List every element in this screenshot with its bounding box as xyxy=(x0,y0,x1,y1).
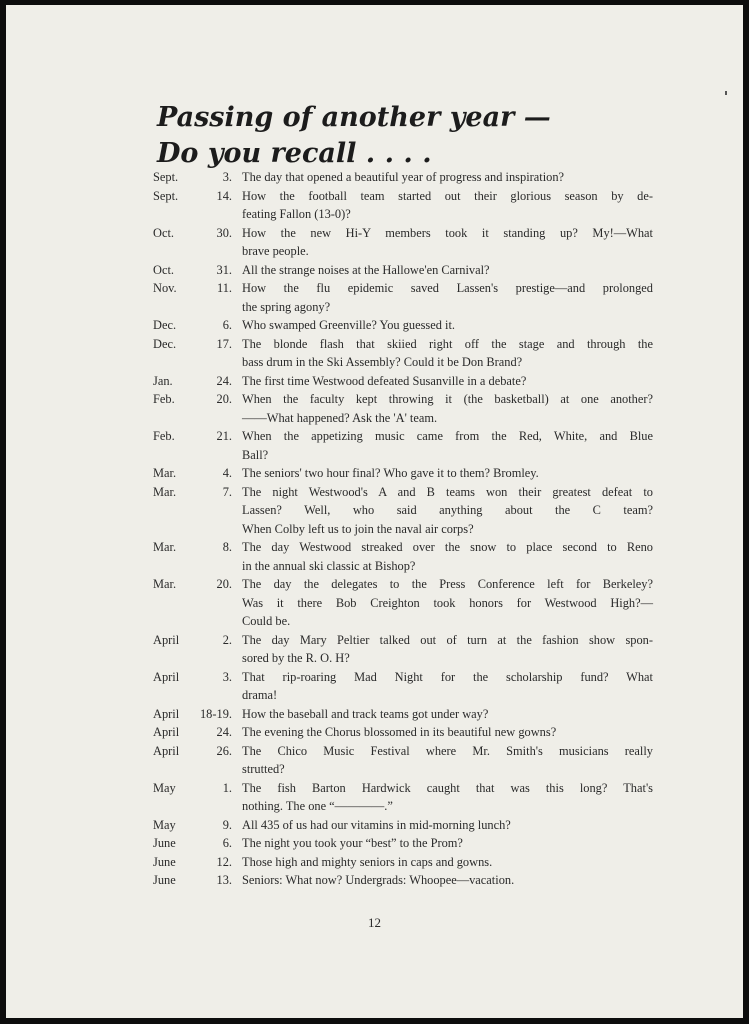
entry-text-line: When Colby left us to join the naval air corps? xyxy=(242,521,474,536)
entry-day: 24. xyxy=(216,725,232,739)
list-item xyxy=(153,705,653,724)
entry-day: 7. xyxy=(222,484,232,499)
entry-month: Dec. xyxy=(153,318,177,332)
list-item xyxy=(153,187,653,224)
list-item xyxy=(153,631,653,668)
entry-day: 11. xyxy=(216,281,232,295)
entry-text xyxy=(242,538,653,575)
list-item xyxy=(153,779,653,816)
entry-text-line: When the appetizing music came from the Red, White, and Blue xyxy=(242,429,653,443)
list-item xyxy=(153,723,653,742)
entry-text xyxy=(242,168,653,187)
recall-list xyxy=(153,168,653,890)
entry-day: 26. xyxy=(216,743,232,758)
entry-text xyxy=(242,483,653,539)
entry-month: Oct. xyxy=(153,262,174,277)
entry-text xyxy=(242,779,653,816)
entry-text-line: drama! xyxy=(242,688,278,702)
entry-day: 14. xyxy=(216,188,232,203)
entry-day: 24. xyxy=(216,373,232,388)
entry-text-line: The Chico Music Festival where Mr. Smith's musicians really xyxy=(242,743,653,758)
entry-text-line: The night you took your “best” to the Prom? xyxy=(242,836,463,850)
entry-text xyxy=(242,853,653,872)
list-item xyxy=(153,335,653,372)
entry-day: 4. xyxy=(222,466,232,480)
entry-month: Nov. xyxy=(153,281,177,295)
list-item xyxy=(153,871,653,890)
entry-day: 13. xyxy=(216,873,232,887)
entry-text xyxy=(242,427,653,464)
entry-day: 8. xyxy=(222,540,232,554)
entry-text-line: Who swamped Greenville? You guessed it. xyxy=(242,318,456,332)
entry-day: 20. xyxy=(216,577,232,591)
entry-text-line: the spring agony? xyxy=(242,299,331,314)
entry-month: Mar. xyxy=(153,577,177,591)
entry-text-line: When the faculty kept throwing it (the basketball) at one another? xyxy=(242,392,653,406)
entry-month: April xyxy=(153,743,180,758)
entry-text xyxy=(242,871,653,890)
entry-text xyxy=(242,742,653,779)
entry-text-line: Ball? xyxy=(242,447,269,462)
entry-text-line: The fish Barton Hardwick caught that was this long? That's xyxy=(242,780,653,795)
list-item xyxy=(153,168,653,187)
entry-text-line: The evening the Chorus blossomed in its beautiful new gowns? xyxy=(242,725,557,739)
entry-day: 6. xyxy=(222,318,232,332)
entry-text-line: How the new Hi-Y members took it standing up? My!—What xyxy=(242,225,653,240)
page-number: 12 xyxy=(368,915,381,930)
entry-month: Mar. xyxy=(153,484,177,499)
entry-text-line: That rip-roaring Mad Night for the scholarship fund? What xyxy=(242,669,653,684)
margin-mark xyxy=(725,91,727,95)
entry-text-line: Could be. xyxy=(242,614,291,628)
list-item xyxy=(153,464,653,483)
entry-month: Dec. xyxy=(153,336,177,351)
entry-day: 31. xyxy=(216,262,232,277)
entry-text-line: Seniors: What now? Undergrads: Whoopee—vacation. xyxy=(242,873,515,887)
list-item xyxy=(153,575,653,631)
list-item xyxy=(153,668,653,705)
entry-day: 1. xyxy=(222,780,232,795)
entry-month: April xyxy=(153,669,180,684)
entry-text xyxy=(242,335,653,372)
entry-text xyxy=(242,575,653,631)
entry-month: Sept. xyxy=(153,170,179,184)
entry-month: April xyxy=(153,706,180,721)
entry-text xyxy=(242,390,653,427)
entry-text xyxy=(242,224,653,261)
entry-month: June xyxy=(153,854,176,869)
yearbook-page xyxy=(6,5,743,1018)
list-item xyxy=(153,427,653,464)
list-item xyxy=(153,483,653,539)
entry-text-line: brave people. xyxy=(242,244,309,258)
list-item xyxy=(153,372,653,391)
entry-text-line: The day Westwood streaked over the snow to place second to Reno xyxy=(242,540,653,554)
entry-text-line: How the football team started out their glorious season by de- xyxy=(242,188,653,203)
entry-month: Mar. xyxy=(153,540,177,554)
entry-text-line: All the strange noises at the Hallowe'en Carnival? xyxy=(242,262,490,277)
entry-text-line: strutted? xyxy=(242,762,285,776)
entry-text-line: How the baseball and track teams got under way? xyxy=(242,706,489,721)
page-title xyxy=(157,100,551,172)
entry-month: Sept. xyxy=(153,188,179,203)
list-item xyxy=(153,742,653,779)
entry-month: May xyxy=(153,780,176,795)
entry-day: 20. xyxy=(216,392,232,406)
entry-day: 21. xyxy=(216,429,232,443)
entry-text xyxy=(242,631,653,668)
title-line-1: Passing of another year — xyxy=(157,102,551,133)
list-item xyxy=(153,224,653,261)
entry-text-line: The day Mary Peltier talked out of turn at the fashion show spon- xyxy=(242,632,653,647)
entry-text xyxy=(242,834,653,853)
entry-text xyxy=(242,668,653,705)
entry-text-line: The night Westwood's A and B teams won their greatest defeat to xyxy=(242,484,653,499)
entry-day: 3. xyxy=(222,170,232,184)
entry-text-line: How the flu epidemic saved Lassen's prestige—and prolonged xyxy=(242,281,653,295)
entry-text xyxy=(242,816,653,835)
list-item xyxy=(153,390,653,427)
entry-text-line: nothing. The one “————.” xyxy=(242,799,393,813)
entry-text xyxy=(242,372,653,391)
entry-month: Feb. xyxy=(153,429,175,443)
entry-day: 12. xyxy=(216,854,232,869)
entry-text xyxy=(242,705,653,724)
entry-text xyxy=(242,464,653,483)
entry-text-line: Those high and mighty seniors in caps and gowns. xyxy=(242,854,493,869)
entry-text-line: The day that opened a beautiful year of progress and inspiration? xyxy=(242,170,565,184)
entry-text-line: The first time Westwood defeated Susanville in a debate? xyxy=(242,373,527,388)
entry-text-line: bass drum in the Ski Assembly? Could it be Don Brand? xyxy=(242,355,523,369)
entry-day: 6. xyxy=(222,836,232,850)
list-item xyxy=(153,853,653,872)
list-item xyxy=(153,279,653,316)
entry-text-line: The seniors' two hour final? Who gave it to them? Bromley. xyxy=(242,466,539,480)
entry-month: Feb. xyxy=(153,392,175,406)
entry-day: 18-19. xyxy=(199,706,232,721)
entry-month: June xyxy=(153,873,176,887)
list-item xyxy=(153,316,653,335)
list-item xyxy=(153,538,653,575)
entry-month: April xyxy=(153,632,180,647)
entry-month: June xyxy=(153,836,176,850)
entry-text-line: The day the delegates to the Press Conference left for Berkeley? xyxy=(242,577,653,591)
entry-text-line: Lassen? Well, who said anything about the C team? xyxy=(242,503,653,517)
list-item xyxy=(153,261,653,280)
list-item xyxy=(153,834,653,853)
entry-text-line: All 435 of us had our vitamins in mid-morning lunch? xyxy=(242,817,511,832)
list-item xyxy=(153,816,653,835)
entry-day: 2. xyxy=(222,632,232,647)
entry-month: Jan. xyxy=(153,373,173,388)
entry-text-line: feating Fallon (13-0)? xyxy=(242,207,351,221)
entry-day: 3. xyxy=(222,669,232,684)
entry-text xyxy=(242,279,653,316)
entry-text-line: The blonde flash that skiied right off the stage and through the xyxy=(242,336,653,351)
entry-month: Oct. xyxy=(153,225,174,240)
entry-month: May xyxy=(153,817,176,832)
entry-text xyxy=(242,187,653,224)
title-line-2: Do you recall . . . . xyxy=(157,138,432,169)
entry-month: April xyxy=(153,725,180,739)
entry-text-line: sored by the R. O. H? xyxy=(242,651,350,665)
entry-day: 17. xyxy=(216,336,232,351)
entry-month: Mar. xyxy=(153,466,177,480)
entry-day: 9. xyxy=(222,817,232,832)
entry-text-line: Was it there Bob Creighton took honors for Westwood High?— xyxy=(242,595,653,610)
entry-text xyxy=(242,316,653,335)
entry-text xyxy=(242,261,653,280)
entry-text xyxy=(242,723,653,742)
entry-text-line: in the annual ski classic at Bishop? xyxy=(242,558,416,573)
entry-text-line: ——What happened? Ask the 'A' team. xyxy=(242,410,438,425)
entry-day: 30. xyxy=(216,225,232,240)
